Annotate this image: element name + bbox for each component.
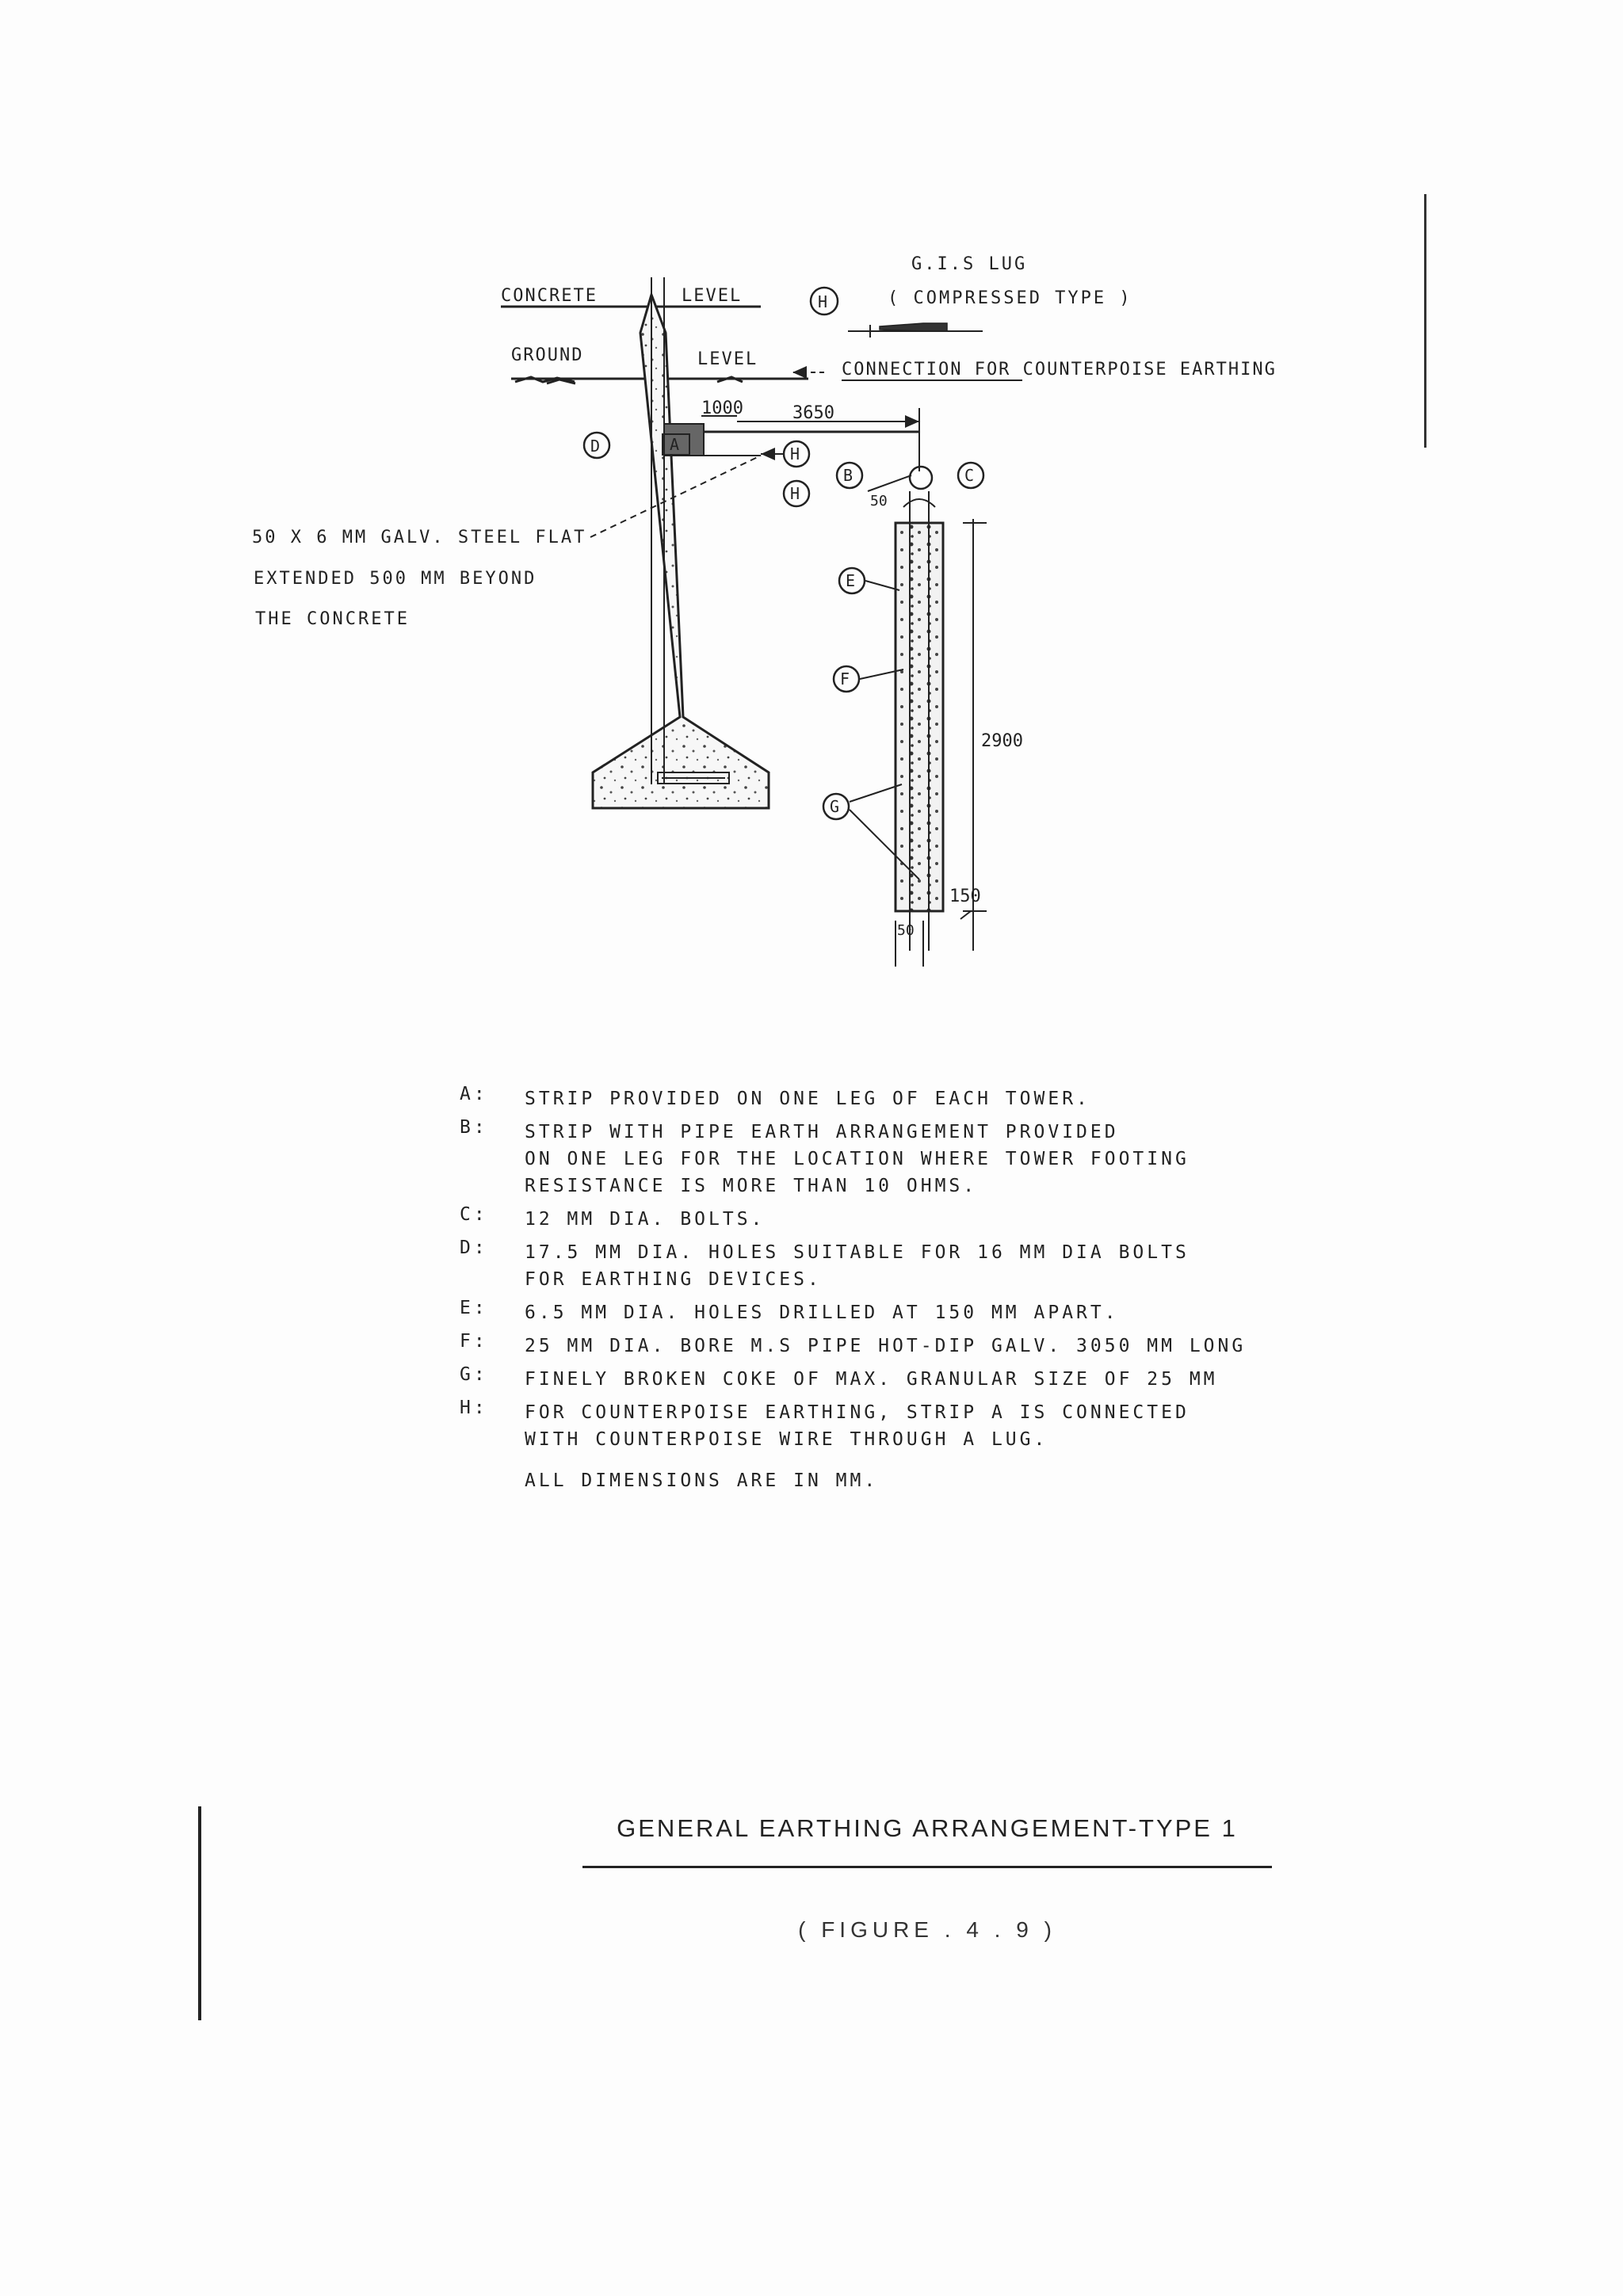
- note-key: A:: [460, 1084, 488, 1104]
- marker-h-bottom-label: H: [790, 484, 800, 503]
- note-d: [460, 1239, 1395, 1293]
- note-e: [460, 1299, 1395, 1326]
- scan-edge-mark-left: [198, 1806, 201, 2020]
- note-key: D:: [460, 1238, 488, 1258]
- note-key: E:: [460, 1298, 488, 1318]
- marker-h-top-label: H: [818, 292, 828, 311]
- tower-foundation: [593, 295, 769, 808]
- marker-g-label: G: [830, 797, 840, 816]
- ground-level-label: LEVEL: [697, 349, 758, 369]
- note-key: F:: [460, 1331, 488, 1352]
- marker-e-label: E: [846, 571, 856, 590]
- note-line: FINELY BROKEN COKE OF MAX. GRANULAR SIZE OF 25 MM: [525, 1369, 1218, 1390]
- earthing-arrangement-drawing: [0, 0, 1623, 998]
- figure-title: GENERAL EARTHING ARRANGEMENT-TYPE 1: [617, 1814, 1238, 1842]
- note-line: 25 MM DIA. BORE M.S PIPE HOT-DIP GALV. 3050 MM LONG: [525, 1336, 1247, 1356]
- concrete-level-label: LEVEL: [682, 286, 743, 306]
- note-line: WITH COUNTERPOISE WIRE THROUGH A LUG.: [525, 1429, 1048, 1450]
- dim-50-top: 50: [870, 493, 888, 509]
- dim-150: 150: [949, 887, 981, 906]
- marker-c-label: C: [964, 466, 975, 485]
- note-h: [460, 1399, 1395, 1453]
- marker-a-label: A: [670, 435, 680, 454]
- marker-b-label: B: [843, 466, 854, 485]
- note-a: [460, 1085, 1395, 1112]
- note-line: 17.5 MM DIA. HOLES SUITABLE FOR 16 MM DIA BOLTS: [525, 1242, 1190, 1263]
- lug-body: [880, 323, 947, 331]
- dimensions-note: ALL DIMENSIONS ARE IN MM.: [525, 1470, 879, 1491]
- figure-number: ( FIGURE . 4 . 9 ): [798, 1917, 1056, 1942]
- marker-d-label: D: [590, 437, 601, 456]
- steel-flat-label-3: THE CONCRETE: [255, 609, 410, 629]
- note-line: ON ONE LEG FOR THE LOCATION WHERE TOWER FOOTING: [525, 1149, 1190, 1169]
- note-line: 12 MM DIA. BOLTS.: [525, 1209, 766, 1230]
- marker-h-lower-label: H: [790, 444, 800, 463]
- dim-2900: 2900: [981, 731, 1023, 751]
- earth-pit-coke: [896, 523, 943, 911]
- dim-50-bottom: 50: [897, 922, 915, 939]
- note-line: 6.5 MM DIA. HOLES DRILLED AT 150 MM APART.: [525, 1302, 1119, 1323]
- note-key: B:: [460, 1117, 488, 1138]
- bolt-head: [910, 467, 932, 489]
- steel-flat-label-1: 50 X 6 MM GALV. STEEL FLAT: [252, 528, 587, 547]
- note-line: STRIP PROVIDED ON ONE LEG OF EACH TOWER.: [525, 1089, 1090, 1109]
- dim-1000: 1000: [701, 399, 743, 418]
- note-key: H:: [460, 1398, 488, 1418]
- note-key: G:: [460, 1364, 488, 1385]
- title-underline: [582, 1866, 1272, 1868]
- note-key: C:: [460, 1204, 488, 1225]
- steel-flat-label-2: EXTENDED 500 MM BEYOND: [254, 569, 537, 589]
- note-line: FOR EARTHING DEVICES.: [525, 1269, 822, 1290]
- note-line: FOR COUNTERPOISE EARTHING, STRIP A IS CONNECTED: [525, 1402, 1190, 1423]
- ground-label: GROUND: [511, 345, 584, 365]
- marker-f-label: F: [840, 669, 850, 688]
- note-line: RESISTANCE IS MORE THAN 10 OHMS.: [525, 1176, 978, 1196]
- notes-list: [460, 1085, 1395, 1494]
- note-c: [460, 1206, 1395, 1233]
- note-b: [460, 1119, 1395, 1199]
- connection-label: CONNECTION FOR COUNTERPOISE EARTHING: [842, 360, 1277, 379]
- dim-3650: 3650: [792, 403, 834, 423]
- note-g: [460, 1366, 1395, 1393]
- note-line: STRIP WITH PIPE EARTH ARRANGEMENT PROVIDED: [525, 1122, 1119, 1142]
- note-f: [460, 1333, 1395, 1360]
- gi-lug-type-label: ( COMPRESSED TYPE ): [888, 288, 1132, 308]
- concrete-label: CONCRETE: [501, 286, 598, 306]
- gi-lug-label: G.I.S LUG: [911, 254, 1028, 274]
